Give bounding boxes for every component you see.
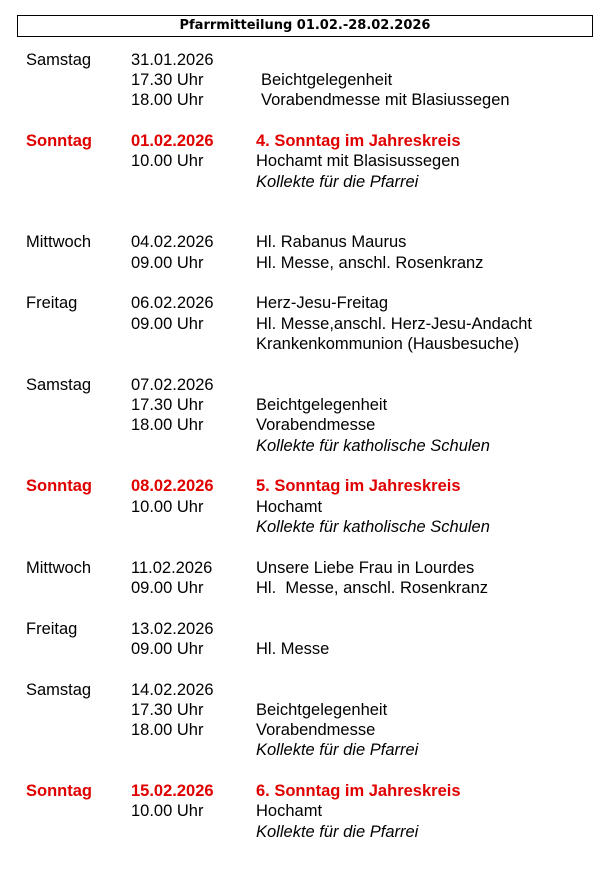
entry-heading-row <box>0 619 615 639</box>
collection-note: Kollekte für die Pfarrei <box>256 173 419 191</box>
day-label: Samstag <box>26 51 92 69</box>
event-row <box>0 70 615 90</box>
time-label: 10.00 Uhr <box>131 802 204 820</box>
day-label: Mittwoch <box>26 233 92 251</box>
time-label: 17.30 Uhr <box>131 396 204 414</box>
collection-note: Kollekte für katholische Schulen <box>256 518 490 536</box>
event-text: Hl. Messe,anschl. Herz-Jesu-Andacht <box>256 315 533 333</box>
time-label: 10.00 Uhr <box>131 498 204 516</box>
date-label: 08.02.2026 <box>131 477 214 495</box>
entry-heading-row <box>0 293 615 313</box>
day-label: Freitag <box>26 294 78 312</box>
event-text: Hl. Messe, anschl. Rosenkranz <box>256 579 489 597</box>
time-label: 10.00 Uhr <box>131 152 204 170</box>
date-label: 06.02.2026 <box>131 294 214 312</box>
event-row <box>0 639 615 659</box>
collection-note: Kollekte für katholische Schulen <box>256 437 490 455</box>
event-row <box>0 334 615 354</box>
event-text: Beichtgelegenheit <box>261 71 393 89</box>
event-row <box>0 822 615 842</box>
entry-heading-row <box>0 781 615 801</box>
entry-heading-row <box>0 232 615 252</box>
event-row <box>0 700 615 720</box>
event-row <box>0 436 615 456</box>
feast-label: Herz-Jesu-Freitag <box>256 294 389 312</box>
event-text: Vorabendmesse <box>256 416 376 434</box>
event-row <box>0 740 615 760</box>
event-text: Vorabendmesse mit Blasiussegen <box>261 91 510 109</box>
time-label: 09.00 Uhr <box>131 254 204 272</box>
time-label: 17.30 Uhr <box>131 71 204 89</box>
event-row <box>0 172 615 192</box>
date-label: 14.02.2026 <box>131 681 214 699</box>
collection-note: Kollekte für die Pfarrei <box>256 741 419 759</box>
date-label: 04.02.2026 <box>131 233 214 251</box>
date-label: 11.02.2026 <box>131 559 213 577</box>
time-label: 18.00 Uhr <box>131 91 204 109</box>
time-label: 09.00 Uhr <box>131 579 204 597</box>
day-label: Sonntag <box>26 782 92 800</box>
day-label: Samstag <box>26 376 92 394</box>
date-label: 01.02.2026 <box>131 132 214 150</box>
event-text: Beichtgelegenheit <box>256 701 388 719</box>
event-row <box>0 517 615 537</box>
event-row <box>0 497 615 517</box>
day-label: Mittwoch <box>26 559 92 577</box>
feast-label: 5. Sonntag im Jahreskreis <box>256 477 461 495</box>
entry-heading-row <box>0 375 615 395</box>
feast-label: Unsere Liebe Frau in Lourdes <box>256 559 475 577</box>
entry-heading-row <box>0 50 615 70</box>
event-text: Beichtgelegenheit <box>256 396 388 414</box>
time-label: 09.00 Uhr <box>131 640 204 658</box>
date-label: 31.01.2026 <box>131 51 214 69</box>
feast-label: Hl. Rabanus Maurus <box>256 233 407 251</box>
time-label: 09.00 Uhr <box>131 315 204 333</box>
event-row <box>0 151 615 171</box>
event-row <box>0 720 615 740</box>
event-text: Hl. Messe <box>256 640 330 658</box>
event-text: Hochamt <box>256 802 323 820</box>
date-label: 13.02.2026 <box>131 620 214 638</box>
day-label: Samstag <box>26 681 92 699</box>
feast-label: 4. Sonntag im Jahreskreis <box>256 132 461 150</box>
date-label: 15.02.2026 <box>131 782 214 800</box>
day-label: Freitag <box>26 620 78 638</box>
day-label: Sonntag <box>26 132 92 150</box>
event-row <box>0 90 615 110</box>
time-label: 17.30 Uhr <box>131 701 204 719</box>
event-text: Hochamt mit Blasisussegen <box>256 152 460 170</box>
event-text: Krankenkommunion (Hausbesuche) <box>256 335 520 353</box>
entry-heading-row <box>0 558 615 578</box>
collection-note: Kollekte für die Pfarrei <box>256 823 419 841</box>
event-row <box>0 395 615 415</box>
feast-label: 6. Sonntag im Jahreskreis <box>256 782 461 800</box>
event-text: Hl. Messe, anschl. Rosenkranz <box>256 254 484 272</box>
day-label: Sonntag <box>26 477 92 495</box>
event-row <box>0 415 615 435</box>
date-label: 07.02.2026 <box>131 376 214 394</box>
entry-heading-row <box>0 476 615 496</box>
page-title: Pfarrmitteilung 01.02.-28.02.2026 <box>17 15 593 37</box>
event-row <box>0 253 615 273</box>
event-row <box>0 578 615 598</box>
entry-heading-row <box>0 680 615 700</box>
time-label: 18.00 Uhr <box>131 416 204 434</box>
event-text: Vorabendmesse <box>256 721 376 739</box>
event-row <box>0 314 615 334</box>
event-text: Hochamt <box>256 498 323 516</box>
time-label: 18.00 Uhr <box>131 721 204 739</box>
event-row <box>0 801 615 821</box>
entry-heading-row <box>0 131 615 151</box>
